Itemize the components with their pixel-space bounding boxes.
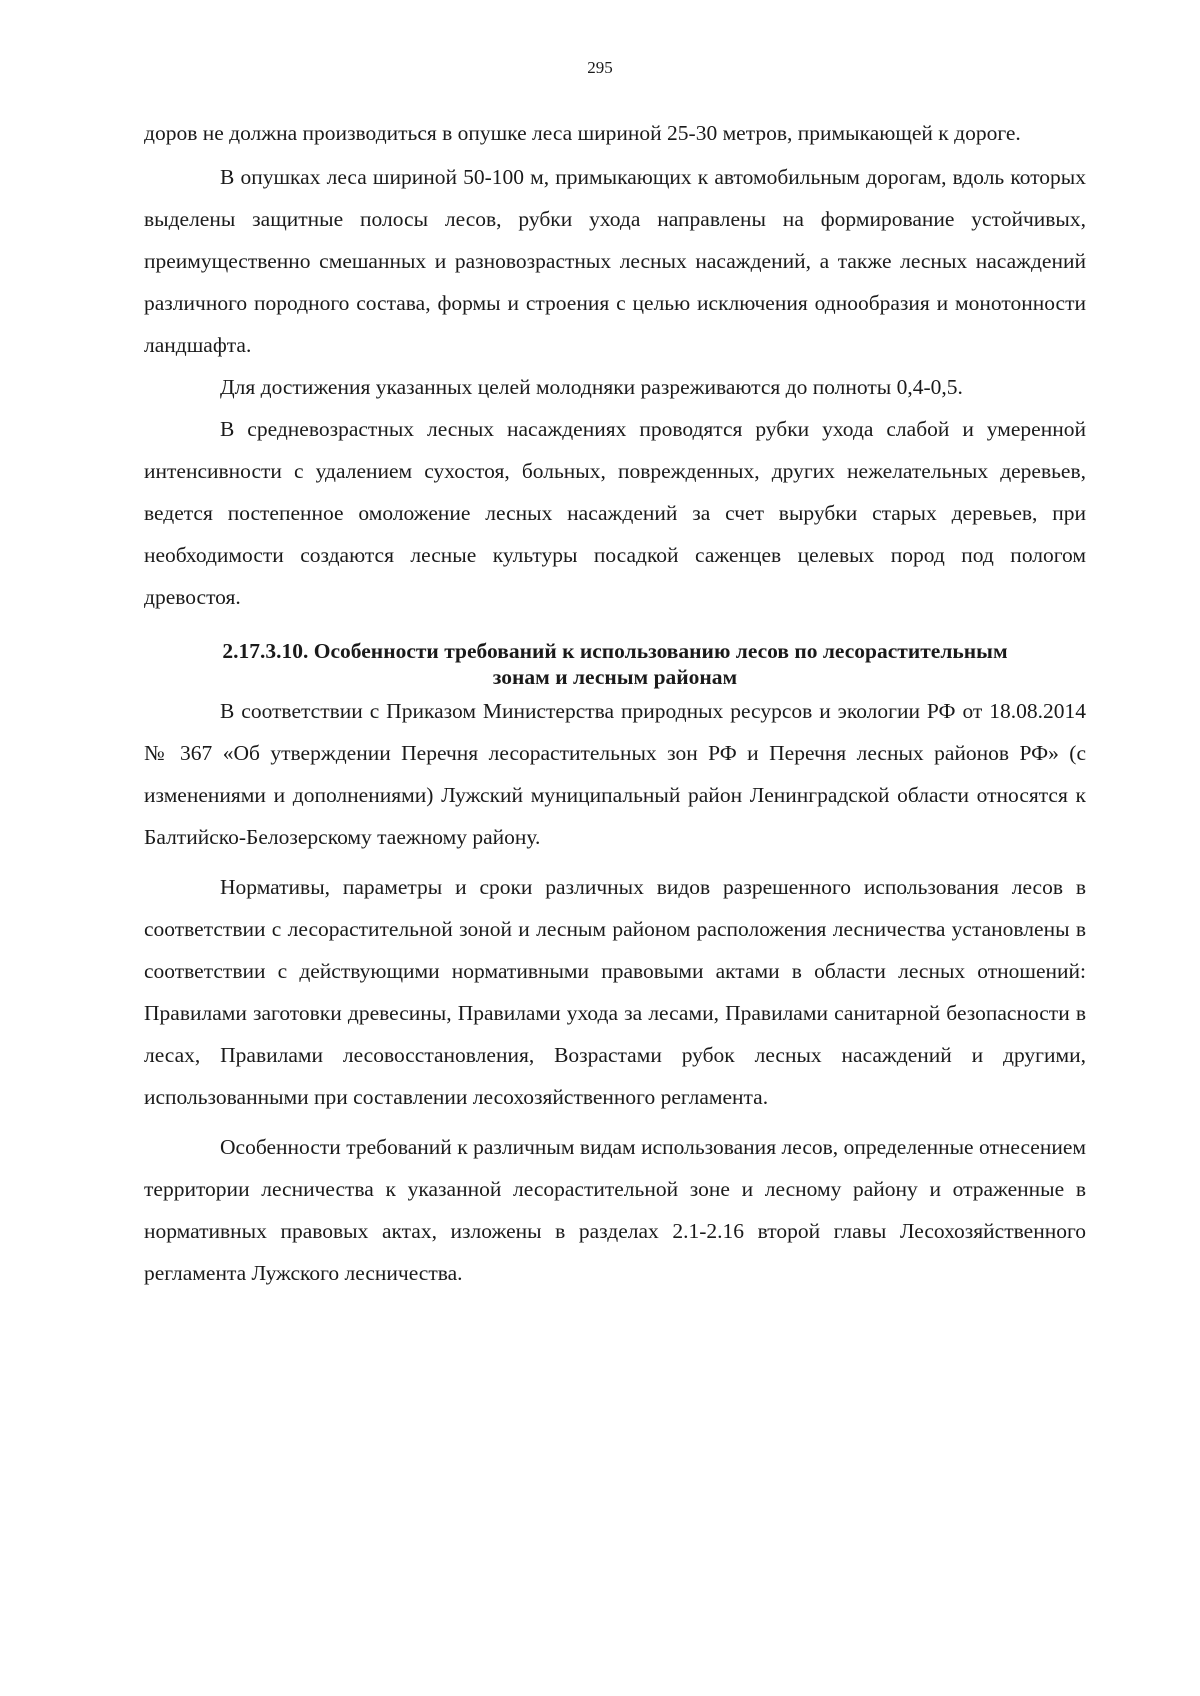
paragraph-middle-aged-stands: В средневозрастных лесных насаждениях проводятся рубки ухода слабой и умеренной интенсивности с удалением сухостоя, больных, поврежденных, других нежелательных деревьев, ведется постепенное омоложение лесных насаждений за счет вырубки старых деревьев, при необходимости создаются лесные культуры посадкой саженцев целевых пород под пологом древостоя. bbox=[144, 417, 1086, 609]
section-heading-line-2: зонам и лесным районам bbox=[492, 665, 738, 689]
paragraph-norms: Нормативы, параметры и сроки различных видов разрешенного использования лесов в соответствии с лесорастительной зоной и лесным районом расположения лесничества установлены в соответствии с действующими нормативными правовыми актами в области лесных отношений: Правилами заготовки древесины, Правилами ухода за лесами, Правилами санитарной безопасности в лесах, Правилами лесовосстановления, Возрастами рубок лесных насаждений и другими, использованными при составлении лесохозяйственного регламента. bbox=[144, 875, 1086, 1109]
paragraph-order-reference: В соответствии с Приказом Министерства природных ресурсов и экологии РФ от 18.08.2014 № 367 «Об утверждении Перечня лесорастительных зон РФ и Перечня лесных районов РФ» (с изменениями и дополнениями) Лужский муниципальный район Ленинградской области относятся к Балтийско-Белозерскому таежному району. bbox=[144, 699, 1086, 849]
paragraph-continuation: доров не должна производиться в опушке леса шириной 25-30 метров, примыкающей к дороге. bbox=[144, 121, 1021, 145]
document-body bbox=[144, 112, 1086, 1294]
paragraph-forest-edges: В опушках леса шириной 50-100 м, примыкающих к автомобильным дорогам, вдоль которых выделены защитные полосы лесов, рубки ухода направлены на формирование устойчивых, преимущественно смешанных и разновозрастных лесных насаждений, а также лесных насаждений различного породного состава, формы и строения с целью исключения однообразия и монотонности ландшафта. bbox=[144, 165, 1086, 357]
section-heading bbox=[144, 638, 1086, 690]
page-number: 295 bbox=[587, 58, 613, 77]
paragraph-requirements: Особенности требований к различным видам использования лесов, определенные отнесением территории лесничества к указанной лесорастительной зоне и лесному району и отраженные в нормативных правовых актах, изложены в разделах 2.1-2.16 второй главы Лесохозяйственного регламента Лужского лесничества. bbox=[144, 1135, 1086, 1285]
paragraph-young-stands: Для достижения указанных целей молодняки разреживаются до полноты 0,4-0,5. bbox=[220, 375, 963, 399]
section-heading-line-1: 2.17.3.10. Особенности требований к использованию лесов по лесорастительным bbox=[222, 639, 1008, 663]
